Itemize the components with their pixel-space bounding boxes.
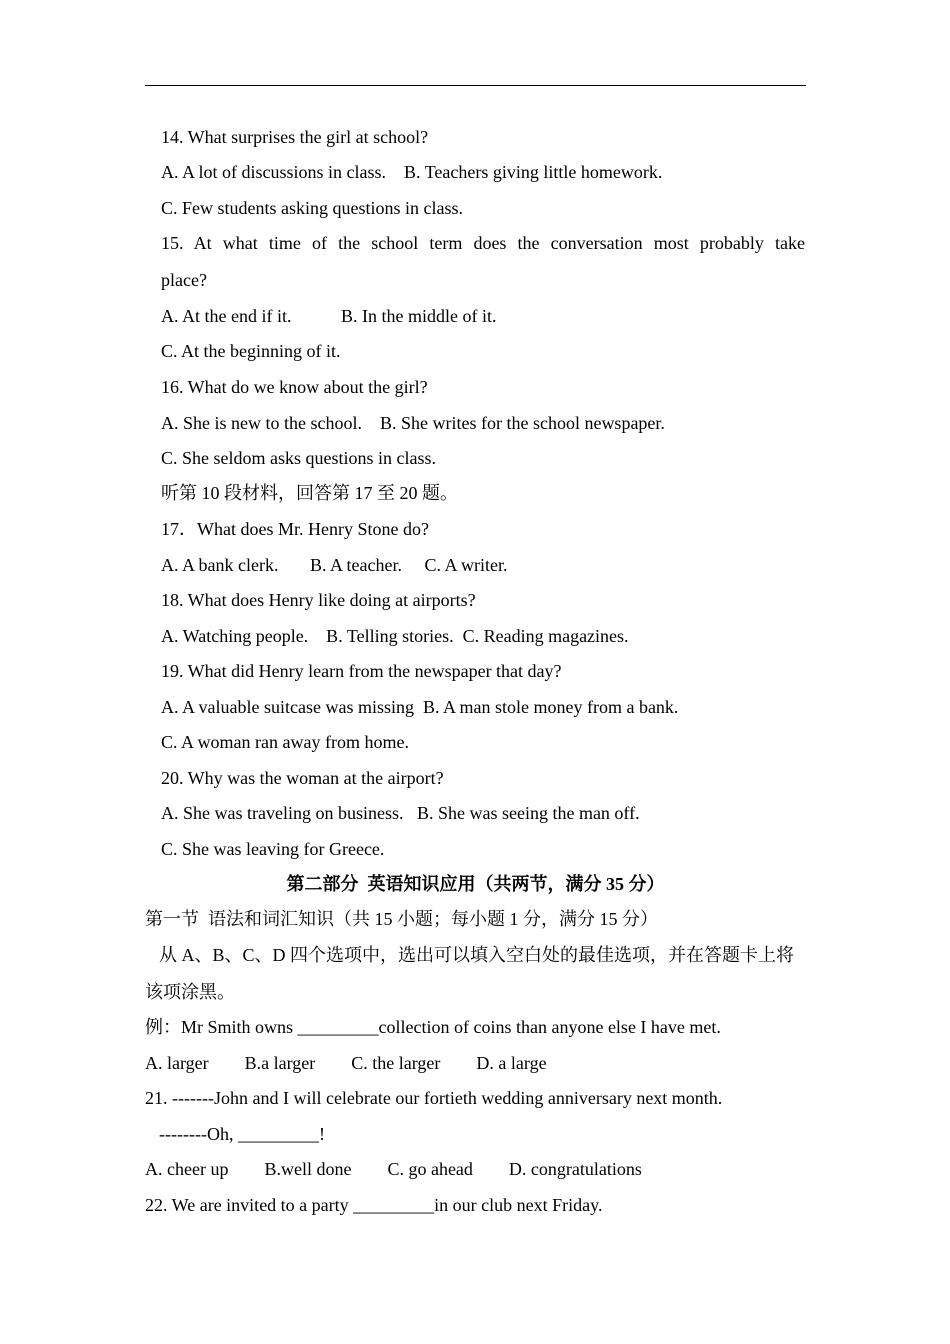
question-22: 22. We are invited to a party _________in our club next Friday. [145,1195,603,1215]
question-21-options: A. cheer up B.well done C. go ahead D. congratulations [145,1159,642,1179]
question-16: 16. What do we know about the girl? [161,377,428,397]
part-two-heading: 第二部分 英语知识应用（共两节，满分 35 分） [286,874,665,894]
question-15-continued: place? [161,270,207,290]
question-20: 20. Why was the woman at the airport? [161,768,444,788]
question-17-options: A. A bank clerk. B. A teacher. C. A writer. [161,555,508,575]
question-15-option-c: C. At the beginning of it. [161,341,341,361]
question-18: 18. What does Henry like doing at airports? [161,590,476,610]
question-19-option-c: C. A woman ran away from home. [161,732,409,752]
question-14-options-ab: A. A lot of discussions in class. B. Teachers giving little homework. [161,162,663,182]
question-19-options-ab: A. A valuable suitcase was missing B. A man stole money from a bank. [161,697,679,717]
question-18-options: A. Watching people. B. Telling stories. C. Reading magazines. [161,626,629,646]
question-16-options-ab: A. She is new to the school. B. She writes for the school newspaper. [161,413,665,433]
question-21-reply: --------Oh, _________! [159,1124,325,1144]
question-17: 17．What does Mr. Henry Stone do? [161,519,429,539]
question-21: 21. -------John and I will celebrate our fortieth wedding anniversary next month. [145,1088,723,1108]
question-19: 19. What did Henry learn from the newspaper that day? [161,661,562,681]
question-16-option-c: C. She seldom asks questions in class. [161,448,436,468]
section-instruction: 听第 10 段材料，回答第 17 至 20 题。 [161,483,458,503]
example-question: 例：Mr Smith owns _________collection of coins than anyone else I have met. [145,1017,721,1037]
question-15: 15. At what time of the school term does the conversation most probably take [161,233,805,253]
section-one-heading: 第一节 语法和词汇知识（共 15 小题；每小题 1 分，满分 15 分） [145,909,658,929]
question-14: 14. What surprises the girl at school? [161,127,429,147]
question-14-option-c: C. Few students asking questions in class. [161,198,463,218]
question-20-options-ab: A. She was traveling on business. B. She was seeing the man off. [161,803,640,823]
header-rule [145,85,806,86]
directions-line-2: 该项涂黑。 [145,982,235,1002]
question-20-option-c: C. She was leaving for Greece. [161,839,385,859]
directions-line-1: 从 A、B、C、D 四个选项中，选出可以填入空白处的最佳选项，并在答题卡上将 [159,945,795,965]
question-15-options-ab: A. At the end if it. B. In the middle of it. [161,306,497,326]
example-options: A. larger B.a larger C. the larger D. a large [145,1053,547,1073]
